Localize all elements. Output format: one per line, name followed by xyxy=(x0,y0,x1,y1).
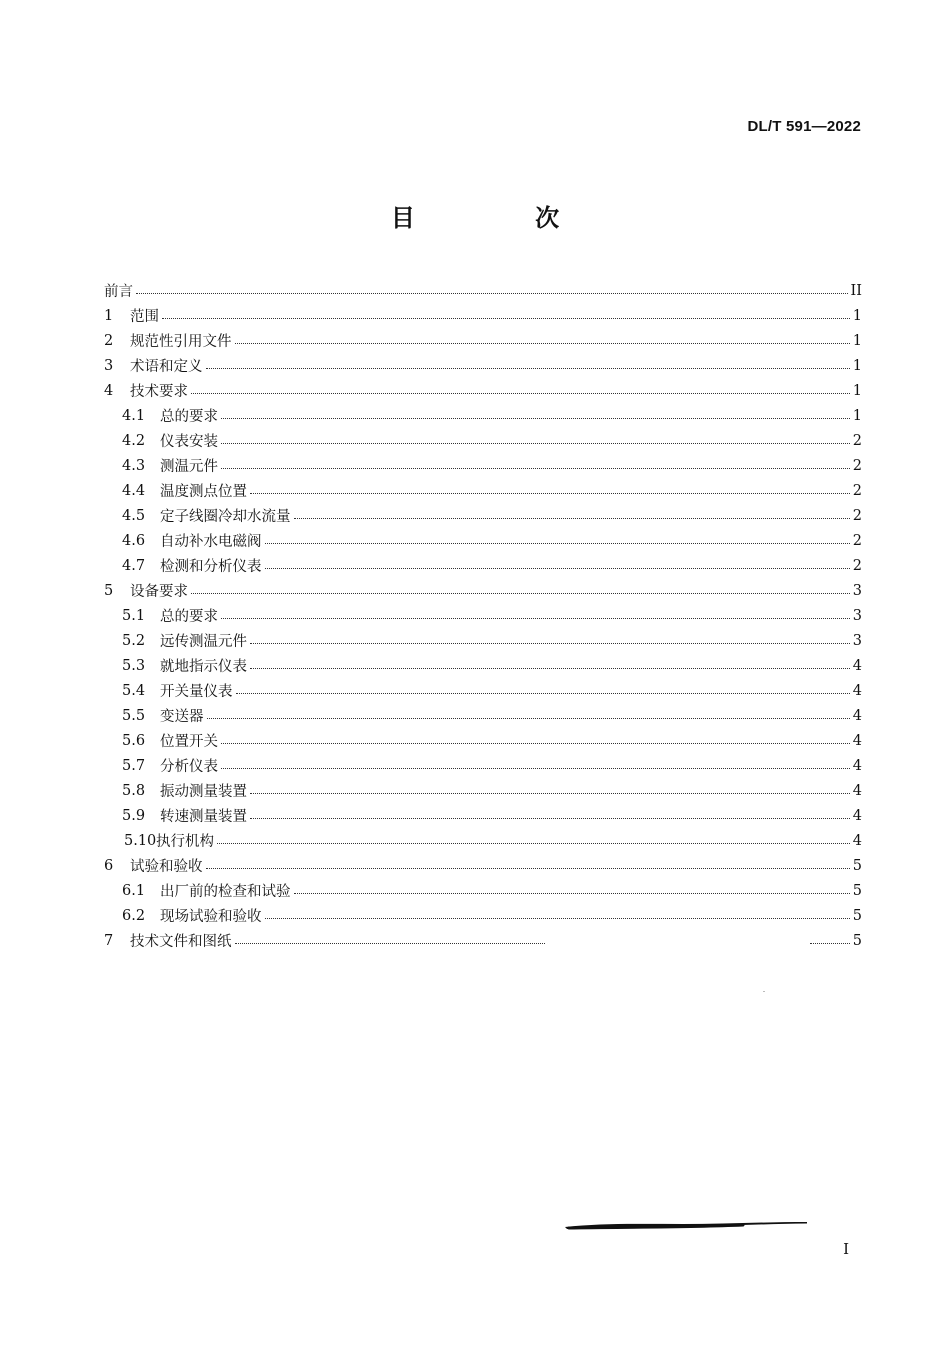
toc-entry-label: 范围 xyxy=(130,309,159,325)
toc-entry-label: 现场试验和验收 xyxy=(160,909,262,925)
toc-entry-number: 4.7 xyxy=(122,557,146,574)
toc-entry-4-3[interactable] xyxy=(104,453,862,478)
toc-entry-5-6[interactable] xyxy=(104,728,862,753)
toc-entry-5-5[interactable] xyxy=(104,703,862,728)
toc-entry-label: 出厂前的检查和试验 xyxy=(160,884,291,900)
toc-entry-page: 5 xyxy=(852,882,862,899)
dot-leader xyxy=(191,592,850,594)
toc-entry-6-2[interactable] xyxy=(104,903,862,928)
toc-entry-number: 5.4 xyxy=(122,682,146,699)
dot-leader xyxy=(221,442,850,444)
toc-entry-page: 4 xyxy=(852,757,862,774)
dot-leader xyxy=(221,742,850,744)
dot-leader xyxy=(221,767,850,769)
toc-entry-page: 2 xyxy=(852,557,862,574)
toc-entry-page: 1 xyxy=(852,407,862,424)
toc-entry-page: 3 xyxy=(852,582,862,599)
toc-entry-number: 6.1 xyxy=(122,882,146,899)
toc-entry-page: 3 xyxy=(852,607,862,624)
toc-entry-page: 1 xyxy=(852,357,862,374)
toc-entry-label: 定子线圈冷却水流量 xyxy=(160,509,291,525)
toc-entry-label: 设备要求 xyxy=(130,584,188,600)
toc-entry-label: 前言 xyxy=(104,284,133,300)
toc-entry-page: 4 xyxy=(852,732,862,749)
toc-entry-5-9[interactable] xyxy=(104,803,862,828)
toc-entry-label: 总的要求 xyxy=(160,609,218,625)
dot-leader xyxy=(250,642,850,644)
toc-entry-label: 术语和定义 xyxy=(130,359,203,375)
toc-entry-5-10[interactable] xyxy=(104,828,862,853)
toc-entry-page: 1 xyxy=(852,307,862,324)
toc-entry-number: 5.7 xyxy=(122,757,146,774)
toc-entry-number: 5.2 xyxy=(122,632,146,649)
dot-leader xyxy=(191,392,850,394)
dot-leader xyxy=(265,542,850,544)
toc-entry-label: 分析仪表 xyxy=(160,759,218,775)
toc-entry-label: 变送器 xyxy=(160,709,204,725)
toc-entry-number: 5.3 xyxy=(122,657,146,674)
toc-entry-number: 1 xyxy=(104,307,114,324)
toc-entry-page: 3 xyxy=(852,632,862,649)
ink-stroke xyxy=(563,1218,809,1234)
toc-entry-page: 4 xyxy=(852,807,862,824)
toc-entry-5-2[interactable] xyxy=(104,628,862,653)
toc-entry-label: 转速测量装置 xyxy=(160,809,247,825)
toc-entry-page: 4 xyxy=(852,682,862,699)
toc-entry-number: 5.6 xyxy=(122,732,146,749)
toc-entry-page: 5 xyxy=(852,857,862,874)
dot-leader xyxy=(265,567,850,569)
toc-entry-label: 检测和分析仪表 xyxy=(160,559,262,575)
toc-entry-number: 2 xyxy=(104,332,114,349)
toc-entry-page: 4 xyxy=(852,707,862,724)
toc-entry-6[interactable] xyxy=(104,853,862,878)
toc-entry-number: 5.10 xyxy=(124,832,157,849)
toc-entry-label: 温度测点位置 xyxy=(160,484,247,500)
toc-entry-label: 技术要求 xyxy=(130,384,188,400)
dot-leader xyxy=(235,942,545,944)
standard-code: DL/T 591—2022 xyxy=(747,118,861,135)
toc-entry-label: 开关量仪表 xyxy=(160,684,233,700)
toc-entry-page: II xyxy=(850,282,862,299)
dot-leader xyxy=(162,317,850,319)
dot-leader xyxy=(250,667,850,669)
toc-entry-5-1[interactable] xyxy=(104,603,862,628)
dot-leader xyxy=(217,842,850,844)
dot-leader xyxy=(810,942,850,944)
scan-speck xyxy=(763,991,765,992)
toc-entry-number: 4.5 xyxy=(122,507,146,524)
toc-entry-4[interactable] xyxy=(104,378,862,403)
dot-leader xyxy=(250,817,850,819)
toc-entry-page: 2 xyxy=(852,432,862,449)
toc-entry-label: 仪表安装 xyxy=(160,434,218,450)
dot-leader xyxy=(206,867,850,869)
page-number: I xyxy=(843,1240,849,1258)
dot-leader xyxy=(265,917,850,919)
toc-entry-number: 6 xyxy=(104,857,114,874)
toc-entry-label: 试验和验收 xyxy=(130,859,203,875)
toc-entry-label: 自动补水电磁阀 xyxy=(160,534,262,550)
toc-entry-5-7[interactable] xyxy=(104,753,862,778)
toc-entry-1[interactable] xyxy=(104,303,862,328)
page-title: 目 次 xyxy=(390,204,616,232)
toc-entry-label: 远传测温元件 xyxy=(160,634,247,650)
toc-entry-page: 1 xyxy=(852,382,862,399)
toc-entry-label: 就地指示仪表 xyxy=(160,659,247,675)
toc-entry-number: 5.1 xyxy=(122,607,146,624)
toc-entry-5-4[interactable] xyxy=(104,678,862,703)
toc-entry-4-7[interactable] xyxy=(104,553,862,578)
toc-entry-4-2[interactable] xyxy=(104,428,862,453)
dot-leader xyxy=(206,367,850,369)
toc-entry-label: 振动测量装置 xyxy=(160,784,247,800)
toc-entry-label: 规范性引用文件 xyxy=(130,334,232,350)
toc-entry-3[interactable] xyxy=(104,353,862,378)
toc-entry-5[interactable] xyxy=(104,578,862,603)
toc-entry-number: 4.4 xyxy=(122,482,146,499)
toc-entry-page: 4 xyxy=(852,657,862,674)
toc-entry-number: 5 xyxy=(104,582,114,599)
toc-entry-foreword[interactable] xyxy=(104,278,862,303)
toc-entry-number: 3 xyxy=(104,357,114,374)
toc-entry-number: 4.2 xyxy=(122,432,146,449)
toc-entry-4-4[interactable] xyxy=(104,478,862,503)
toc-entry-number: 5.9 xyxy=(122,807,146,824)
toc-entry-4-1[interactable] xyxy=(104,403,862,428)
toc-entry-6-1[interactable] xyxy=(104,878,862,903)
toc-entry-4-5[interactable] xyxy=(104,503,862,528)
toc-entry-page: 2 xyxy=(852,532,862,549)
dot-leader xyxy=(235,342,850,344)
toc-entry-page: 2 xyxy=(852,482,862,499)
toc-entry-label: 技术文件和图纸 xyxy=(130,934,232,950)
toc-entry-label: 执行机构 xyxy=(156,834,214,850)
toc-entry-page: 4 xyxy=(852,782,862,799)
toc-entry-number: 5.5 xyxy=(122,707,146,724)
toc-entry-number: 4.1 xyxy=(122,407,146,424)
dot-leader xyxy=(207,717,850,719)
toc-entry-number: 6.2 xyxy=(122,907,146,924)
toc-entry-number: 7 xyxy=(104,932,114,949)
dot-leader xyxy=(250,792,850,794)
toc-entry-number: 4 xyxy=(104,382,114,399)
toc-entry-page: 1 xyxy=(852,332,862,349)
dot-leader xyxy=(221,617,850,619)
table-of-contents xyxy=(104,278,862,953)
toc-entry-label: 位置开关 xyxy=(160,734,218,750)
dot-leader xyxy=(221,467,850,469)
dot-leader xyxy=(221,417,850,419)
toc-entry-page: 2 xyxy=(852,457,862,474)
toc-entry-2[interactable] xyxy=(104,328,862,353)
toc-entry-page: 2 xyxy=(852,507,862,524)
toc-entry-5-8[interactable] xyxy=(104,778,862,803)
toc-entry-page: 4 xyxy=(852,832,862,849)
toc-entry-number: 4.6 xyxy=(122,532,146,549)
toc-entry-number: 5.8 xyxy=(122,782,146,799)
toc-entry-label: 总的要求 xyxy=(160,409,218,425)
toc-entry-label: 测温元件 xyxy=(160,459,218,475)
toc-entry-page: 5 xyxy=(852,907,862,924)
dot-leader xyxy=(250,492,850,494)
toc-entry-page: 5 xyxy=(852,932,862,949)
toc-entry-4-6[interactable] xyxy=(104,528,862,553)
toc-entry-number: 4.3 xyxy=(122,457,146,474)
dot-leader xyxy=(236,692,850,694)
dot-leader xyxy=(294,517,850,519)
toc-entry-5-3[interactable] xyxy=(104,653,862,678)
dot-leader xyxy=(136,292,848,294)
dot-leader xyxy=(294,892,850,894)
toc-entry-7[interactable] xyxy=(104,928,862,953)
